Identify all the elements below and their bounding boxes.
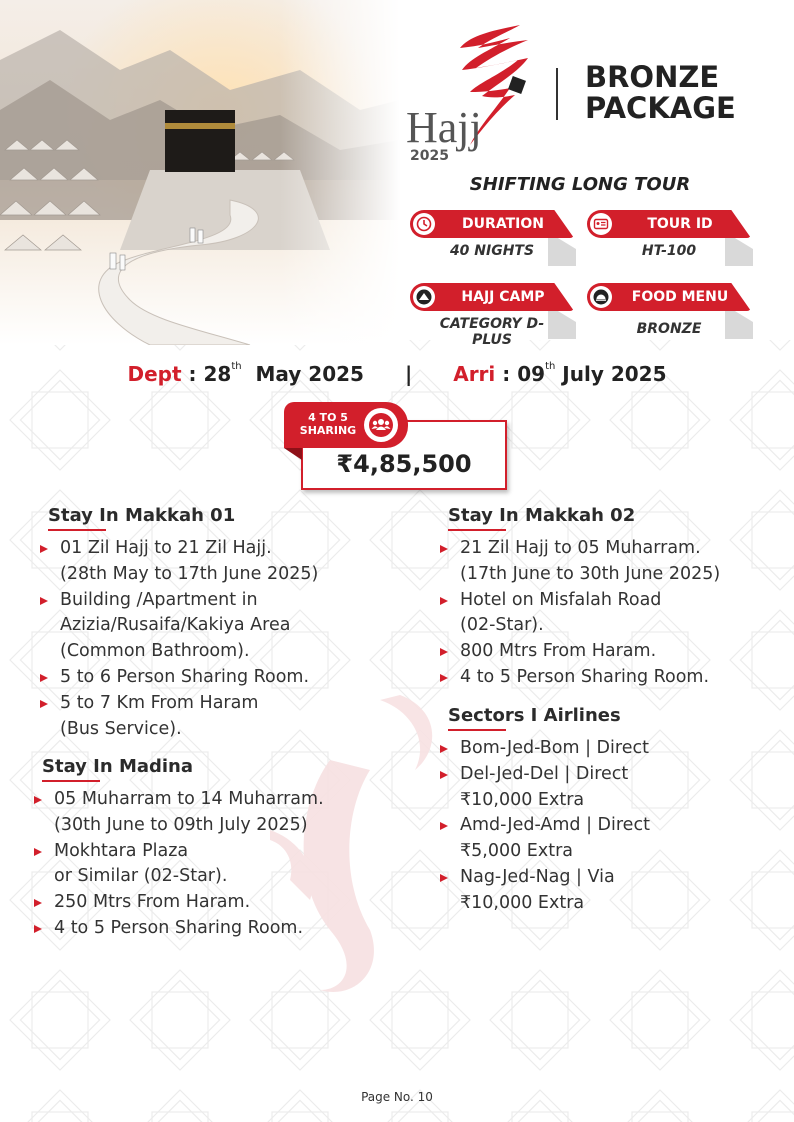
tour-type: SHIFTING LONG TOUR xyxy=(469,174,691,195)
dates-separator: | xyxy=(404,362,413,386)
card-tour-id xyxy=(587,210,751,266)
card-duration xyxy=(410,210,574,266)
arri-suffix: th xyxy=(545,361,556,373)
section-makkah-02 xyxy=(448,505,635,535)
sharing-line1: 4 TO 5 xyxy=(308,411,348,424)
card-label: HAJJ CAMP xyxy=(461,289,545,305)
list-madina xyxy=(32,787,324,942)
card-value: HT-100 xyxy=(641,243,697,259)
section-title: Stay In Madina xyxy=(42,756,193,786)
group-people-icon xyxy=(364,408,398,442)
list-sectors-airlines xyxy=(438,736,650,917)
logo-year: 2025 xyxy=(410,148,449,164)
list-item: 21 Zil Hajj to 05 Muharram. (17th June to 30th June 2025) xyxy=(438,536,720,588)
list-item: 250 Mtrs From Haram. xyxy=(32,890,324,916)
card-value: CATEGORY D-PLUS xyxy=(439,316,545,348)
dept-label: Dept xyxy=(127,362,182,386)
list-item: Del-Jed-Del | Direct ₹10,000 Extra xyxy=(438,762,650,814)
dept-suffix: th xyxy=(231,361,242,373)
tent-icon xyxy=(413,286,435,308)
hero-kaaba-image xyxy=(0,0,400,345)
logo-wordmark: Hajj xyxy=(406,103,482,152)
list-item: 4 to 5 Person Sharing Room. xyxy=(438,665,720,691)
arri-month-year: July 2025 xyxy=(562,362,667,386)
section-title: Sectors I Airlines xyxy=(448,705,621,735)
id-card-icon xyxy=(590,213,612,235)
sharing-line2: SHARING xyxy=(299,424,357,437)
list-item: 5 to 7 Km From Haram (Bus Service). xyxy=(38,691,318,743)
food-cloche-icon xyxy=(590,286,612,308)
list-item: Amd-Jed-Amd | Direct ₹5,000 Extra xyxy=(438,813,650,865)
section-makkah-01 xyxy=(48,505,235,535)
section-title: Stay In Makkah 01 xyxy=(48,505,235,535)
section-sectors-airlines xyxy=(448,705,621,735)
list-item: 4 to 5 Person Sharing Room. xyxy=(32,916,324,942)
dept-month-year: May 2025 xyxy=(255,362,364,386)
package-title-line1: BRONZE xyxy=(585,60,720,94)
section-title: Stay In Makkah 02 xyxy=(448,505,635,535)
card-food-menu xyxy=(587,283,751,339)
card-label: TOUR ID xyxy=(647,216,713,232)
dept-day: 28 xyxy=(203,362,232,386)
arri-day: 09 xyxy=(517,362,546,386)
list-item: Building /Apartment in Azizia/Rusaifa/Kakiya Area (Common Bathroom). xyxy=(38,588,318,665)
travel-dates: Dept : 28th May 2025 | Arri : 09th July 2025 xyxy=(127,361,667,386)
hajj-logo xyxy=(400,20,530,164)
section-madina xyxy=(42,756,193,786)
logo-divider xyxy=(556,68,558,120)
package-title xyxy=(585,62,785,124)
list-item: Nag-Jed-Nag | Via ₹10,000 Extra xyxy=(438,865,650,917)
list-item: Mokhtara Plaza or Similar (02-Star). xyxy=(32,839,324,891)
list-item: 05 Muharram to 14 Muharram. (30th June to 09th July 2025) xyxy=(32,787,324,839)
list-item: Bom-Jed-Bom | Direct xyxy=(438,736,650,762)
card-value: BRONZE xyxy=(636,321,702,337)
card-hajj-camp xyxy=(410,283,574,347)
clock-icon xyxy=(413,213,435,235)
list-makkah-02 xyxy=(438,536,720,691)
card-label: DURATION xyxy=(462,216,544,232)
page-number: Page No. 10 xyxy=(361,1090,433,1104)
list-item: 01 Zil Hajj to 21 Zil Hajj. (28th May to 17th June 2025) xyxy=(38,536,318,588)
sharing-text xyxy=(290,411,366,437)
arri-label: Arri xyxy=(453,362,496,386)
package-title-line2: PACKAGE xyxy=(585,91,736,125)
list-item: Hotel on Misfalah Road (02-Star). xyxy=(438,588,720,640)
list-makkah-01 xyxy=(38,536,318,742)
list-item: 800 Mtrs From Haram. xyxy=(438,639,720,665)
sharing-tag xyxy=(284,402,408,448)
card-value: 40 NIGHTS xyxy=(449,243,535,259)
price-amount: ₹4,85,500 xyxy=(336,450,472,478)
list-item: 5 to 6 Person Sharing Room. xyxy=(38,665,318,691)
card-label: FOOD MENU xyxy=(631,289,729,305)
